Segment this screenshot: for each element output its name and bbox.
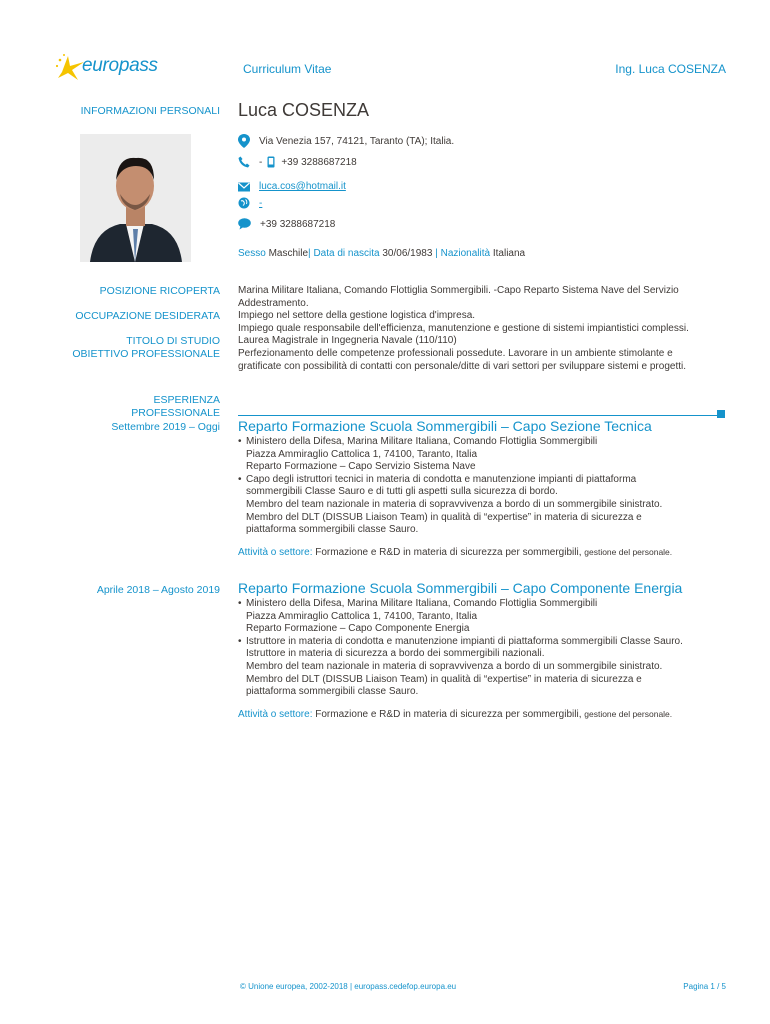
job-title: Reparto Formazione Scuola Sommergibili – Capo Componente Energia xyxy=(238,580,683,596)
position-held-label: POSIZIONE RICOPERTA xyxy=(99,285,220,297)
phone-value: - xyxy=(259,156,263,168)
europass-logo xyxy=(54,52,164,82)
activity-label: Attività o settore: xyxy=(238,709,313,720)
position-line: Impiego nel settore della gestione logistica d'impresa. xyxy=(238,310,476,322)
section-divider xyxy=(238,415,718,416)
website-globe-icon xyxy=(238,197,250,209)
activity-value: Formazione e R&D in materia di sicurezza per sommergibili, xyxy=(315,547,582,558)
doc-title: Curriculum Vitae xyxy=(243,62,332,76)
sex-label: Sesso xyxy=(238,248,266,259)
phone-row xyxy=(238,156,357,168)
position-line: Impiego quale responsabile dell'efficienza, manutenzione e gestione di sistemi impiantistici complessi. xyxy=(238,322,689,334)
job-details-list xyxy=(238,598,738,699)
sex-value: Maschile xyxy=(268,248,309,259)
job-dates: Aprile 2018 – Agosto 2019 xyxy=(96,584,220,596)
birth-date-label: Data di nascita xyxy=(313,248,380,259)
job-detail-line: • Ministero della Difesa, Marina Militare Italiana, Comando Flottiglia Sommergibili xyxy=(246,598,598,609)
job-detail-line: piattaforma sommergibili classe Sauro. xyxy=(246,524,419,536)
email-link[interactable]: luca.cos@hotmail.it xyxy=(259,181,346,192)
job-detail-line: sommergibili Classe Sauro e di tutti gli aspetti sulla sicurezza di bordo. xyxy=(246,486,558,498)
job-detail-item xyxy=(238,636,738,699)
job-detail-line: Piazza Ammiraglio Cattolica 1, 74100, Taranto, Italia xyxy=(246,448,478,460)
position-text-block xyxy=(238,285,738,373)
address-row xyxy=(238,134,454,148)
job-detail-line: Membro del DLT (DISSUB Liaison Team) in qualità di “expertise” in materia di sicurezza e xyxy=(246,673,642,685)
job-detail-line: Membro del team nazionale in materia di sopravvivenza a bordo di un sommergibile sinistrato. xyxy=(246,498,663,510)
position-line: gratificate con possibilità di contatti con personale/ditte di vari settori per sviluppare sistemi e progetti. xyxy=(238,360,687,372)
job-detail-line: Membro del DLT (DISSUB Liaison Team) in qualità di “expertise” in materia di sicurezza e xyxy=(246,511,642,523)
email-icon xyxy=(238,182,250,192)
activity-value: Formazione e R&D in materia di sicurezza per sommergibili, xyxy=(315,709,582,720)
profile-photo xyxy=(80,134,191,262)
nationality-label: Nazionalità xyxy=(440,248,491,259)
personal-info-label: INFORMAZIONI PERSONALI xyxy=(80,105,220,117)
divider-square-marker xyxy=(717,410,725,418)
activity-tail: gestione del personale. xyxy=(584,547,673,557)
job-detail-line: piattaforma sommergibili classe Sauro. xyxy=(246,686,419,698)
job-activity-line xyxy=(238,547,672,558)
messaging-row xyxy=(238,218,335,230)
job-detail-item xyxy=(238,436,738,474)
footer-page-number: Pagina 1 / 5 xyxy=(683,982,726,991)
position-line: Perfezionamento delle competenze professionali possedute. Lavorare in un ambiente stimolante e xyxy=(238,347,673,359)
website-row xyxy=(238,197,262,209)
phone-icon xyxy=(238,156,250,168)
job-detail-line: Membro del team nazionale in materia di sopravvivenza a bordo di un sommergibile sinistrato. xyxy=(246,660,663,672)
job-detail-item xyxy=(238,474,738,537)
experience-label-line2: PROFESSIONALE xyxy=(131,407,220,419)
position-line: Addestramento. xyxy=(238,297,309,309)
job-title: Reparto Formazione Scuola Sommergibili – Capo Sezione Tecnica xyxy=(238,418,652,434)
experience-label-line1: ESPERIENZA xyxy=(153,394,220,406)
position-line: Laurea Magistrale in Ingegneria Navale (110/110) xyxy=(238,335,457,347)
header-person-name: Ing. Luca COSENZA xyxy=(615,62,726,76)
job-detail-line: Piazza Ammiraglio Cattolica 1, 74100, Taranto, Italia xyxy=(246,610,478,622)
position-line: Marina Militare Italiana, Comando Flottiglia Sommergibili. -Capo Reparto Sistema Nave del Servizio xyxy=(238,285,679,296)
messaging-value: +39 3288687218 xyxy=(260,218,336,230)
job-detail-line: Istruttore in materia di sicurezza a bordo dei sommergibili nazionali. xyxy=(246,648,545,660)
job-details-list xyxy=(238,436,738,537)
degree-label: TITOLO DI STUDIO xyxy=(126,335,220,347)
footer-copyright: © Unione europea, 2002-2018 | europass.cedefop.europa.eu xyxy=(240,982,457,991)
address-text: Via Venezia 157, 74121, Taranto (TA); Italia. xyxy=(259,135,455,147)
email-row xyxy=(238,181,346,192)
person-name: Luca COSENZA xyxy=(238,100,370,120)
activity-label: Attività o settore: xyxy=(238,547,313,558)
job-detail-line: Reparto Formazione – Capo Componente Energia xyxy=(246,623,470,635)
europass-logo-text: europass xyxy=(82,55,158,76)
birth-date-value: 30/06/1983 xyxy=(382,248,433,259)
mobile-value: +39 3288687218 xyxy=(281,156,357,168)
location-pin-icon xyxy=(238,134,250,148)
job-detail-line: Reparto Formazione – Capo Servizio Sistema Nave xyxy=(246,461,476,473)
job-dates: Settembre 2019 – Oggi xyxy=(111,421,220,433)
professional-objective-label: OBIETTIVO PROFESSIONALE xyxy=(72,348,220,360)
chat-bubble-icon xyxy=(238,218,251,230)
job-detail-line: • Ministero della Difesa, Marina Militare Italiana, Comando Flottiglia Sommergibili xyxy=(246,436,598,447)
website-link[interactable]: - xyxy=(259,197,263,209)
activity-tail: gestione del personale. xyxy=(584,709,673,719)
personal-details-line: Sesso Maschile| Data di nascita 30/06/1983 | Nazionalità Italiana xyxy=(238,248,526,259)
job-detail-item xyxy=(238,598,738,636)
nationality-value: Italiana xyxy=(492,248,526,259)
desired-occupation-label: OCCUPAZIONE DESIDERATA xyxy=(75,310,220,322)
job-detail-line: • Istruttore in materia di condotta e manutenzione impianti di piattaforma sommergibili Classe Sauro. xyxy=(246,635,683,647)
mobile-phone-icon xyxy=(267,156,275,168)
job-detail-line: • Capo degli istruttori tecnici in materia di condotta e manutenzione impianti di piattaforma xyxy=(246,473,637,485)
job-activity-line xyxy=(238,709,672,720)
